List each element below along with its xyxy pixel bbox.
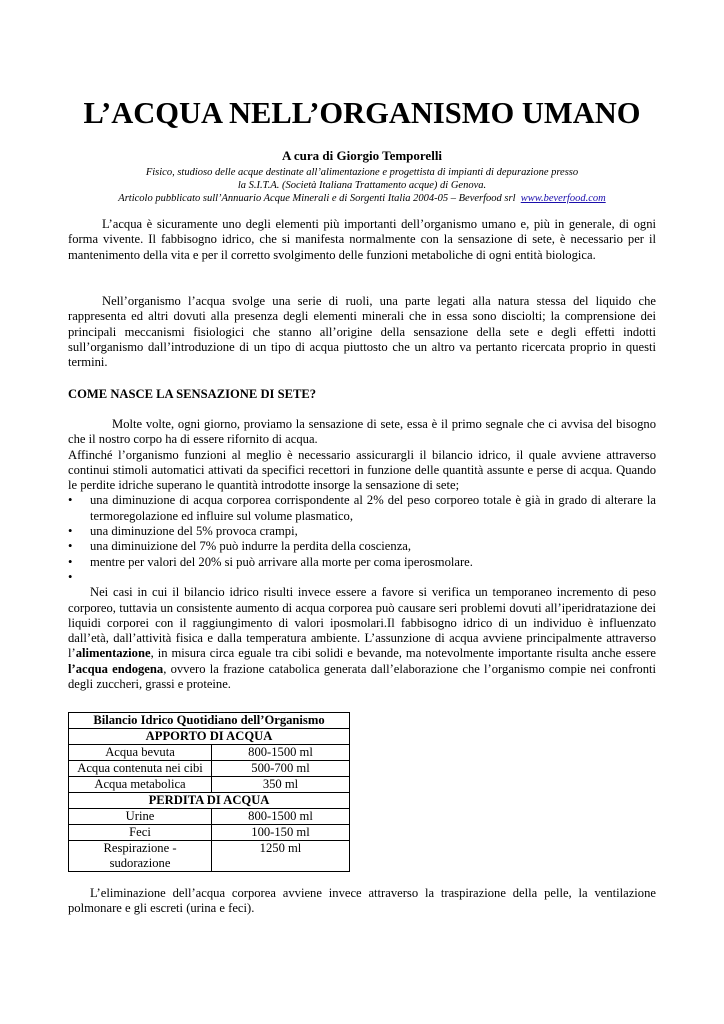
list-item-text: una diminuzione del 5% provoca crampi, xyxy=(90,524,298,539)
table-row xyxy=(69,777,350,793)
table-row xyxy=(69,809,350,825)
beverfood-link[interactable]: www.beverfood.com xyxy=(520,193,606,204)
table-cell-value: 800-1500 ml xyxy=(212,809,350,825)
list-item xyxy=(68,524,656,539)
paragraph-5-part-a: Nei casi in cui il bilancio idrico risulti invece essere a favore si verifica un temporaneo incremento di peso corporeo, tuttavia un consistente aumento di acqua corporea può causare seri problemi dovuti all’iperidratazione dei liquidi corporei con il raggiungimento di valori iposmolari.Il fabbisogno idrico di un individuo è influenzato dall’età, dall’attività fisica e dalla temperatura ambiente. L’assunzione di acqua avviene principalmente attraverso l’ xyxy=(68,585,656,661)
author-byline: A cura di Giorgio Temporelli xyxy=(281,148,443,163)
intake-header: APPORTO DI ACQUA xyxy=(69,729,350,745)
list-item xyxy=(68,570,656,585)
list-item-text xyxy=(90,570,93,584)
paragraph-1: L’acqua è sicuramente uno degli elementi più importanti dell’organismo umano e, più in generale, di ogni forma vivente. Il fabbisogno idrico, che si manifesta normalmente con la sensazione di sete, è necessario per il mantenimento della vita e per il corretto svolgimento delle funzioni metaboliche di ogni entità biologica. xyxy=(68,217,656,262)
table-row xyxy=(69,841,350,872)
table-cell-label: Acqua bevuta xyxy=(69,745,212,761)
table-row xyxy=(69,729,350,745)
list-item xyxy=(68,555,656,570)
list-item-text: mentre per valori del 20% si può arrivare alla morte per coma iperosmolare. xyxy=(90,554,473,569)
table-title: Bilancio Idrico Quotidiano dell’Organismo xyxy=(69,713,350,729)
table-cell-value: 350 ml xyxy=(212,777,350,793)
bullet-icon: • xyxy=(68,493,73,508)
section-heading: COME NASCE LA SENSAZIONE DI SETE? xyxy=(68,387,317,401)
list-item xyxy=(68,493,656,524)
table-cell-label: Acqua contenuta nei cibi xyxy=(69,761,212,777)
bullet-icon: • xyxy=(68,539,73,554)
author-affiliation-line-2: la S.I.T.A. (Società Italiana Trattamento acque) di Genova. xyxy=(237,180,487,191)
loss-header: PERDITA DI ACQUA xyxy=(69,793,350,809)
table-row xyxy=(69,761,350,777)
publication-note xyxy=(68,192,656,205)
water-balance-table xyxy=(68,712,350,872)
table-row xyxy=(69,745,350,761)
paragraph-5-part-c: , ovvero la frazione catabolica generata dall’elaborazione che l’organismo compie nei confronti degli zuccheri, grassi e proteine. xyxy=(68,661,656,692)
document-title: L’ACQUA NELL’ORGANISMO UMANO xyxy=(83,96,641,130)
bullet-icon: • xyxy=(68,554,73,569)
author-affiliation-line-1: Fisico, studioso delle acque destinate all’alimentazione e progettista di impianti di depurazione presso xyxy=(145,167,579,178)
paragraph-5 xyxy=(68,585,656,692)
table-cell-value: 500-700 ml xyxy=(212,761,350,777)
paragraph-6: L’eliminazione dell’acqua corporea avviene invece attraverso la traspirazione della pelle, la ventilazione polmonare e gli escreti (urina e feci). xyxy=(68,886,656,916)
publication-note-text: Articolo pubblicato sull’Annuario Acque Minerali e di Sorgenti Italia 2004-05 – Beverfood srl xyxy=(118,193,516,204)
table-cell-label: Acqua metabolica xyxy=(69,777,212,793)
bullet-icon: • xyxy=(68,524,73,539)
table-cell-label: Urine xyxy=(69,809,212,825)
dehydration-effects-list xyxy=(68,493,656,585)
list-item xyxy=(68,539,656,554)
paragraph-5-bold-alimentazione: alimentazione xyxy=(75,646,151,661)
paragraph-elimination xyxy=(68,886,656,917)
paragraph-5-bold-acqua-endogena: l’acqua endogena xyxy=(68,661,164,676)
table-row xyxy=(69,713,350,729)
list-item-text: una diminuzione di acqua corporea corrispondente al 2% del peso corporeo totale è già in grado di alterare la termoregolazione ed influire sul volume plasmatico, xyxy=(90,493,656,523)
table-cell-label: Feci xyxy=(69,825,212,841)
table-cell-value: 800-1500 ml xyxy=(212,745,350,761)
paragraph-3: Molte volte, ogni giorno, proviamo la sensazione di sete, essa è il primo segnale che ci avvisa del bisogno che il nostro corpo ha di essere rifornito di acqua. xyxy=(68,417,656,447)
paragraph-5-part-b: , in misura circa eguale tra cibi solidi e bevande, ma notevolmente importante risulta anche essere xyxy=(150,646,656,661)
table-cell-value: 1250 ml xyxy=(212,841,350,872)
paragraph-2: Nell’organismo l’acqua svolge una serie di ruoli, una parte legati alla natura stessa del liquido che rappresenta ed altri dovuti alla presenza degli elementi minerali che in essa sono disciolti; la comprensione dei principali meccanismi fisiologici che stanno all’origine della sensazione della sete e degli effetti indotti sull’organismo dall’introduzione di un tipo di acqua piuttosto che un altro va pertanto ricercata proprio in questi termini. xyxy=(68,294,656,370)
bullet-icon: • xyxy=(68,569,73,584)
table-cell-label: Respirazione - sudorazione xyxy=(69,841,212,872)
table-cell-value: 100-150 ml xyxy=(212,825,350,841)
paragraph-intro xyxy=(68,217,656,263)
section-body xyxy=(68,417,656,692)
list-item-text: una diminuizione del 7% può indurre la perdita della coscienza, xyxy=(90,539,412,554)
paragraph-4: Affinché l’organismo funzioni al meglio è necessario assicurargli il bilancio idrico, il quale avviene attraverso continui stimoli automatici attivati da specifici recettori in funzione delle quantità assunte e perse di acqua. Quando le perdite idriche superano le quantità introdotte insorge la sensazione di sete; xyxy=(68,447,656,493)
table-row xyxy=(69,825,350,841)
table-row xyxy=(69,793,350,809)
paragraph-roles xyxy=(68,294,656,370)
